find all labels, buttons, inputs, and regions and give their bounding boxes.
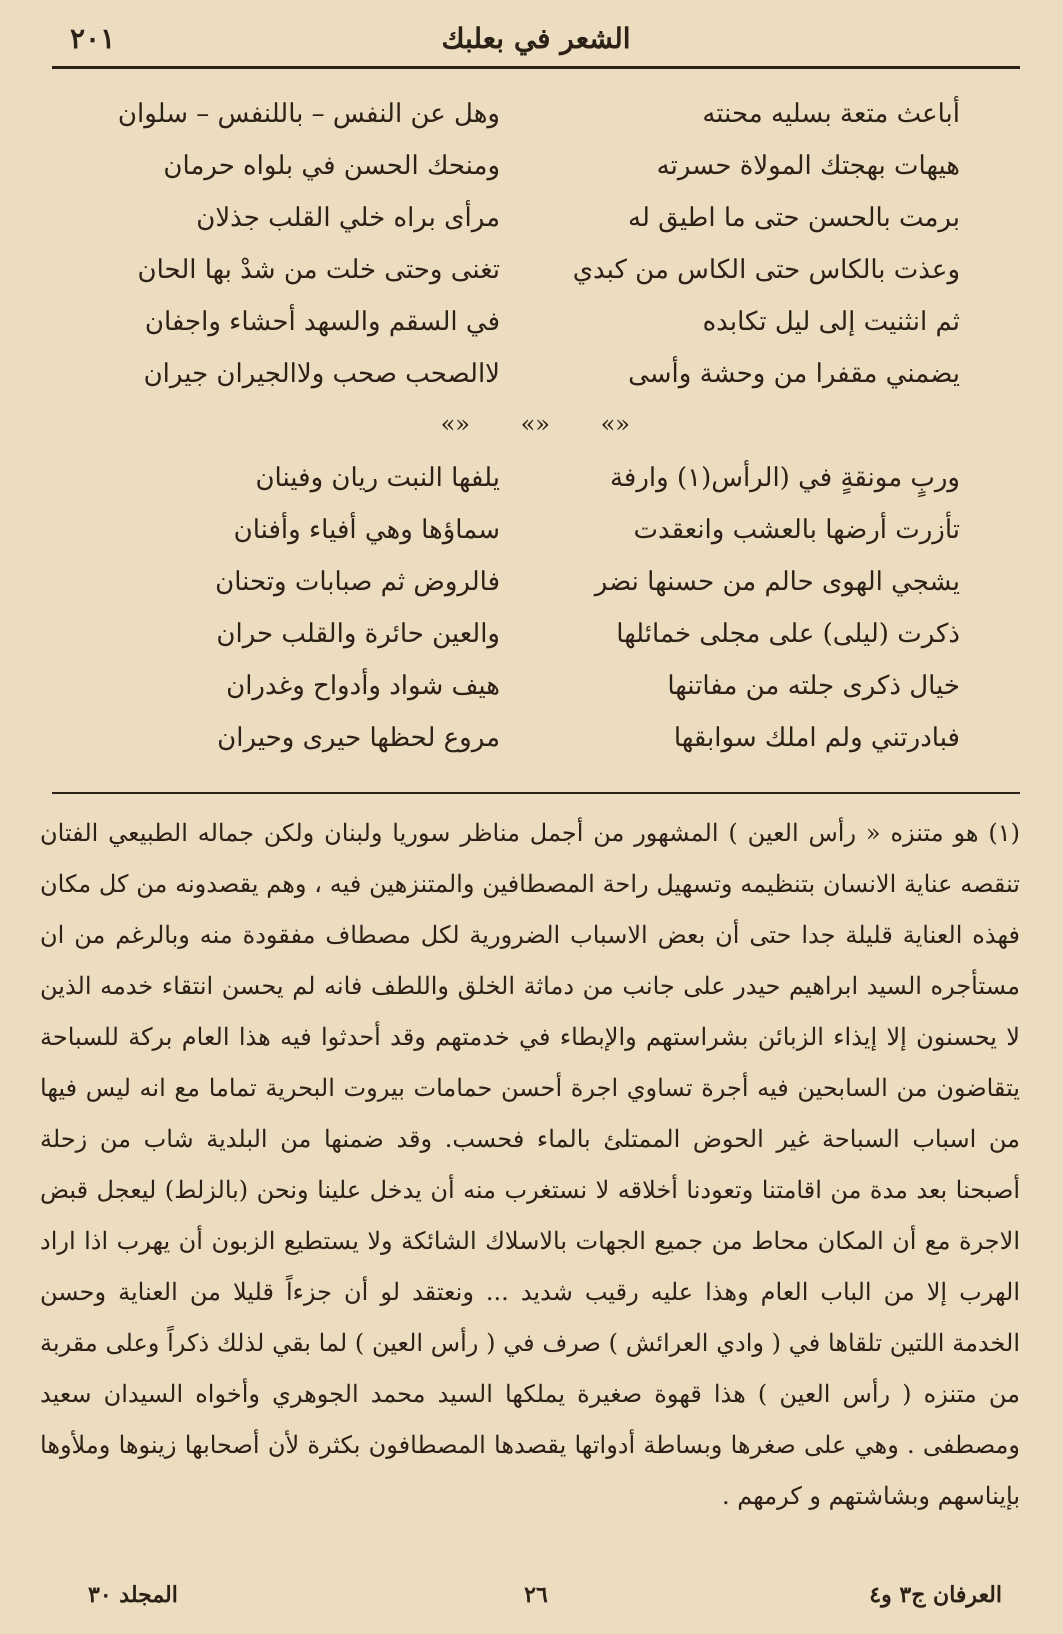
journal-issue: العرفان ج٣ و٤ — [869, 1582, 1002, 1608]
second-hemistich: والعين حائرة والقلب حران — [216, 619, 500, 649]
separator-mark: «» — [440, 410, 470, 438]
second-hemistich: مرأى براه خلي القلب جذلان — [196, 203, 500, 233]
second-hemistich: سماؤها وهي أفياء وأفنان — [233, 515, 500, 545]
verse-line — [52, 456, 1020, 508]
stanza-separator — [52, 404, 1020, 456]
poem — [52, 92, 1020, 768]
running-title: الشعر في بعلبك — [441, 22, 631, 55]
second-hemistich: تغنى وحتى خلت من شدْ بها الحان — [137, 255, 500, 285]
page-number: ٢٠١ — [70, 22, 116, 55]
volume-label: المجلد ٣٠ — [88, 1582, 178, 1608]
verse-line — [52, 716, 1020, 768]
first-hemistich: أباعث متعة بسليه محنته — [702, 99, 960, 129]
page-header — [52, 14, 1020, 62]
first-hemistich: فبادرتني ولم املك سوابقها — [673, 723, 960, 753]
first-hemistich: وعذت بالكاس حتى الكاس من كبدي — [572, 255, 960, 285]
page-footer — [52, 1582, 1020, 1622]
verse-line — [52, 352, 1020, 404]
second-hemistich: فالروض ثم صبابات وتحنان — [215, 567, 500, 597]
verse-line — [52, 612, 1020, 664]
second-hemistich: ومنحك الحسن في بلواه حرمان — [163, 151, 500, 181]
first-hemistich: برمت بالحسن حتى ما اطيق له — [628, 203, 960, 233]
first-hemistich: يضمني مقفرا من وحشة وأسى — [628, 359, 960, 389]
verse-line — [52, 664, 1020, 716]
second-hemistich: وهل عن النفس – باللنفس – سلوان — [117, 99, 500, 129]
second-hemistich: هيف شواد وأدواح وغدران — [226, 671, 500, 701]
footer-page-number: ٢٦ — [524, 1582, 548, 1608]
separator-mark: «» — [600, 410, 630, 438]
first-hemistich: خيال ذكرى جلته من مفاتنها — [667, 671, 960, 701]
verse-line — [52, 144, 1020, 196]
verse-line — [52, 196, 1020, 248]
first-hemistich: وربٍ مونقةٍ في (الرأس(١) وارفة — [609, 463, 960, 493]
separator-mark: «» — [520, 410, 550, 438]
header-rule — [52, 66, 1020, 69]
first-hemistich: هيهات بهجتك المولاة حسرته — [656, 151, 960, 181]
verse-line — [52, 248, 1020, 300]
first-hemistich: ذكرت (ليلى) على مجلى خمائلها — [616, 619, 960, 649]
second-hemistich: مروع لحظها حيرى وحيران — [217, 723, 500, 753]
verse-line — [52, 92, 1020, 144]
footnote-text: (١) هو متنزه « رأس العين ) المشهور من أجمل مناظر سوريا ولبنان ولكن جماله الطبيعي الفتان تنقصه عناية الانسان بتنظيمه وتسهيل راحة المصطافين والمتنزهين فيه ، وهم يقصدونه من كل مكان فهذه العناية قليلة جدا حتى أن بعض الاسباب الضرورية لكل مصطاف مفقودة منه وبالرغم من ان مستأجره السيد ابراهيم حيدر على جانب من دماثة الخلق واللطف فانه لم يحسن انتقاء خدمه الذين لا يحسنون إلا إيذاء الزبائن بشراستهم والإبطاء في خدمتهم وقد أحدثوا فيه هذا العام بركة للسباحة يتقاضون من السابحين فيه أجرة تساوي اجرة أحسن حمامات بيروت البحرية تماما مع انه ليس فيها من اسباب السباحة غير الحوض الممتلئ بالماء فحسب. وقد ضمنها من البلدية شاب من زحلة أصبحنا بعد مدة من اقامتنا وتعودنا أخلاقه لا نستغرب منه أن يدخل علينا ونحن (بالزلط) ليعجل قبض الاجرة مع أن المكان محاط من جميع الجهات بالاسلاك الشائكة ولا يستطيع الزبون أن يهرب اذا اراد الهرب إلا من الباب العام وهذا عليه رقيب شديد ... ونعتقد لو أن جزءاً قليلا من العناية وحسن الخدمة اللتين تلقاها في ( وادي العرائش ) صرف في ( رأس العين ) لما بقي لذلك ذكراً وعلى مقربة من متنزه ( رأس العين ) هذا قهوة صغيرة يملكها السيد محمد الجوهري وأخواه السيدان سعيد ومصطفى . وهي على صغرها وبساطة أدواتها يقصدها المصطافون بكثرة لأن أصحابها زينوها وملأوها بإيناسهم وبشاشتهم و كرمهم . — [40, 819, 1020, 1510]
verse-line — [52, 300, 1020, 352]
verse-line — [52, 508, 1020, 560]
second-hemistich: لاالصحب صحب ولاالجيران جيران — [143, 359, 500, 389]
second-hemistich: في السقم والسهد أحشاء واجفان — [144, 307, 500, 337]
first-hemistich: ثم انثنيت إلى ليل تكابده — [702, 307, 960, 337]
footnote — [40, 808, 1020, 1522]
footnote-rule — [52, 792, 1020, 794]
first-hemistich: تأزرت أرضها بالعشب وانعقدت — [633, 515, 960, 545]
first-hemistich: يشجي الهوى حالم من حسنها نضر — [594, 567, 960, 597]
verse-line — [52, 560, 1020, 612]
second-hemistich: يلفها النبت ريان وفينان — [255, 463, 500, 493]
